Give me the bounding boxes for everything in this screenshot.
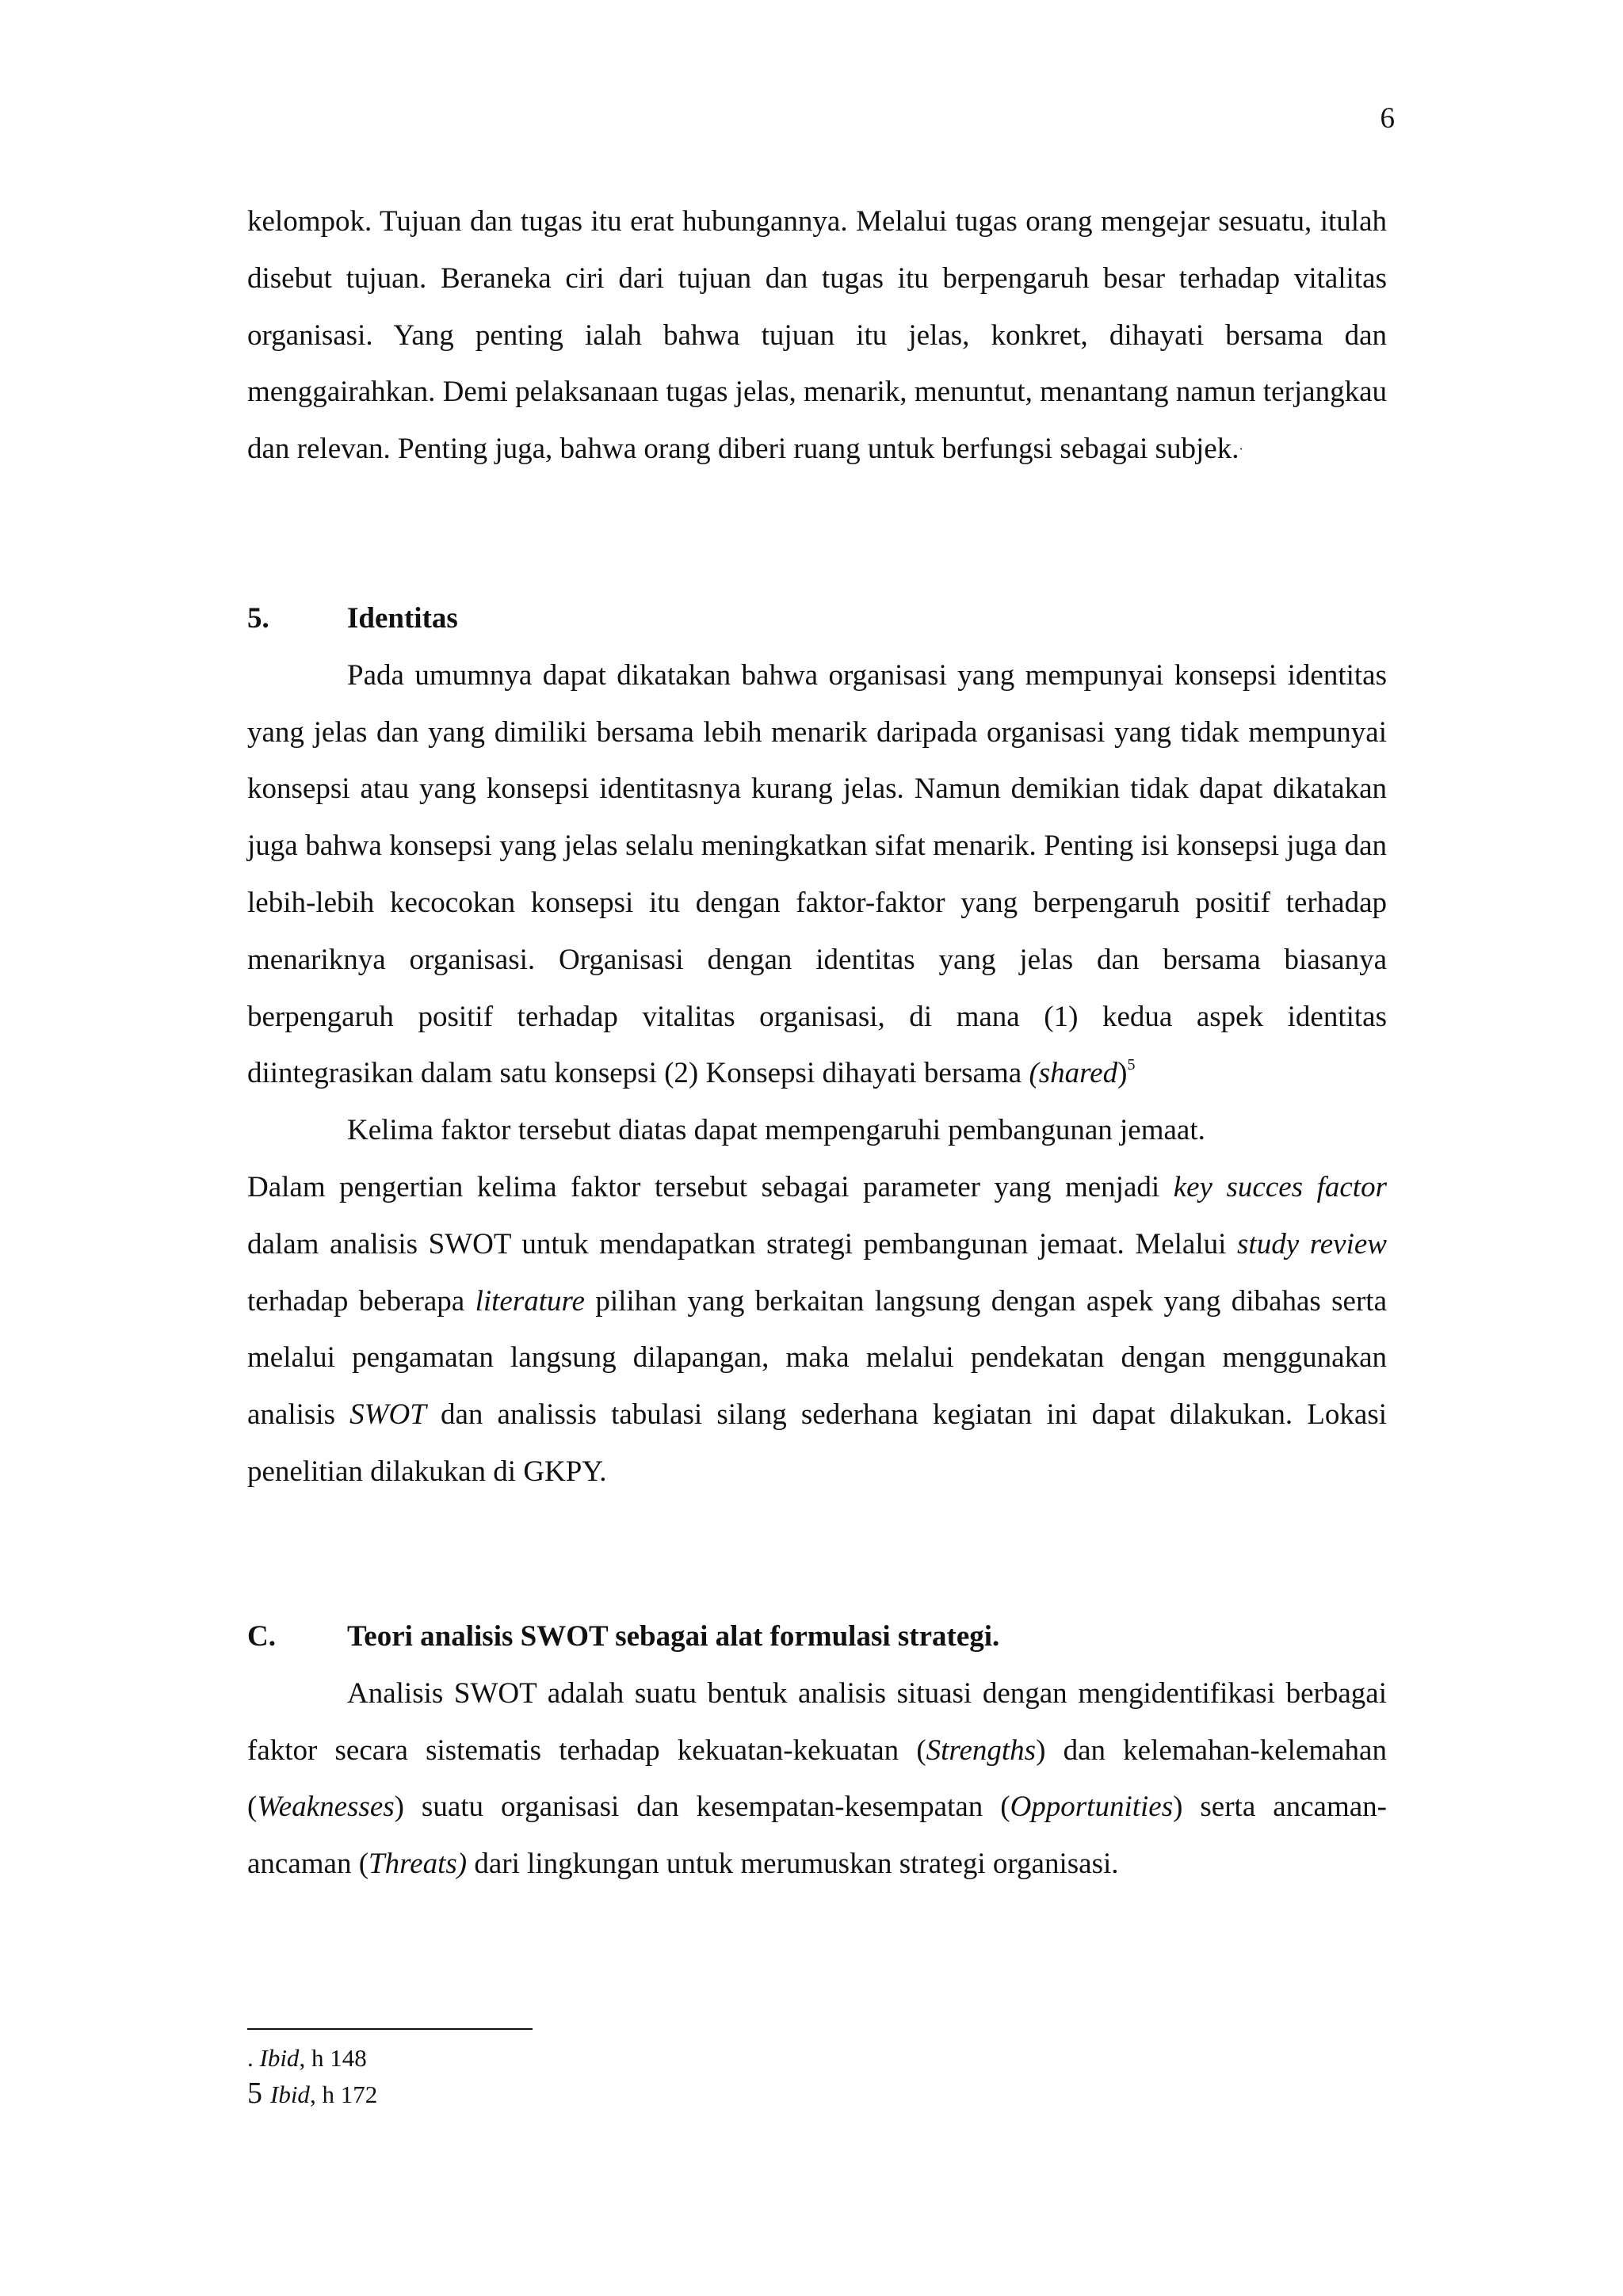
section-title: Identitas xyxy=(347,602,458,635)
swot-paragraph xyxy=(247,1665,1387,1893)
paragraph-continuation xyxy=(247,193,1387,479)
footnote-item xyxy=(247,2077,377,2111)
paragraph-text: kelompok. Tujuan dan tugas itu erat hubungannya. Melalui tugas orang mengejar sesuatu, itulah disebut tujuan. Beraneka ciri dari tujuan dan tugas itu berpengaruh besar terhadap vitalitas organisasi. Yang penting ialah bahwa tujuan itu jelas, konkret, dihayati bersama dan menggairahkan. Demi pelaksanaan tugas jelas, menarik, menuntut, menantang namun terjangkau dan relevan. Penting juga, bahwa orang diberi ruang untuk berfungsi sebagai subjek. xyxy=(247,205,1387,466)
section-heading xyxy=(247,1608,1387,1665)
paragraph-text: dan analissis tabulasi silang sederhana kegiatan ini dapat dilakukan. Lokasi penelitian dilakukan di GKPY. xyxy=(247,1398,1388,1488)
footnote-source: Ibid xyxy=(270,2081,310,2108)
italic-term: literature xyxy=(475,1284,585,1318)
paragraph-text: ) suatu organisasi dan kesempatan-kesempatan ( xyxy=(394,1791,1010,1824)
section-number: 5. xyxy=(247,602,269,635)
section-teori-swot xyxy=(247,1608,1387,1893)
paragraph-text: Kelima faktor tersebut diatas dapat mempengaruhi pembangunan jemaat. xyxy=(347,1114,1205,1147)
footnote-mark: . xyxy=(247,2044,254,2072)
footnote-divider xyxy=(247,2028,533,2030)
paragraph-text: pilihan yang berkaitan langsung dengan aspek yang dibahas serta melalui pengamatan langsung dilapangan, maka melalui pendekatan dengan menggunakan analisis xyxy=(247,1284,1387,1432)
paragraph-text: ) serta ancaman-ancaman ( xyxy=(247,1791,1387,1881)
footnote-item xyxy=(247,2042,367,2074)
italic-term: SWOT xyxy=(349,1398,426,1432)
paragraph-text: Dalam pengertian kelima faktor tersebut sebagai parameter yang menjadi xyxy=(247,1170,1174,1203)
footnote-mark: 5 xyxy=(247,2077,262,2110)
summary-paragraph xyxy=(247,1159,1387,1501)
italic-term: Strengths xyxy=(926,1733,1037,1767)
trailing-mark: · xyxy=(1239,443,1243,457)
footnote-page: , h 172 xyxy=(309,2081,378,2108)
italic-term: (shared xyxy=(1029,1057,1118,1090)
paragraph-text: dalam analisis SWOT untuk mendapatkan strategi pembangunan jemaat. Melalui xyxy=(247,1227,1238,1261)
summary-first-line xyxy=(247,1102,1387,1159)
paragraph-text: Analisis SWOT adalah suatu bentuk analisis situasi dengan mengidentifikasi berbagai faktor secara sistematis terhadap kekuatan-kekuatan ( xyxy=(247,1676,1387,1767)
paragraph-text: ) dan kelemahan-kelemahan ( xyxy=(247,1733,1387,1824)
paren: ) xyxy=(1117,1057,1128,1090)
italic-term: key succes factor xyxy=(1173,1170,1387,1203)
section-number: C. xyxy=(247,1620,276,1653)
page-number: 6 xyxy=(1380,102,1395,135)
section-title: Teori analisis SWOT sebagai alat formulasi strategi. xyxy=(347,1620,1000,1653)
footnote-page: , h 148 xyxy=(299,2044,367,2072)
section-identitas xyxy=(247,590,1387,1501)
identitas-paragraph xyxy=(247,647,1387,1102)
italic-term: Opportunities xyxy=(1010,1791,1174,1824)
italic-term: Threats) xyxy=(369,1848,468,1881)
section-heading xyxy=(247,590,1387,647)
paragraph-text: Pada umumnya dapat dikatakan bahwa organisasi yang mempunyai konsepsi identitas yang jelas dan yang dimiliki bersama lebih menarik daripada organisasi yang tidak mempunyai konsepsi atau yang konsepsi identitasnya kurang jelas. Namun demikian tidak dapat dikatakan juga bahwa konsepsi yang jelas selalu meningkatkan sifat menarik. Penting isi konsepsi juga dan lebih-lebih kecocokan konsepsi itu dengan faktor-faktor yang berpengaruh positif terhadap menariknya organisasi. Organisasi dengan identitas yang jelas dan bersama biasanya berpengaruh positif terhadap vitalitas organisasi, di mana (1) kedua aspek identitas diintegrasikan dalam satu konsepsi (2) Konsepsi dihayati bersama xyxy=(247,658,1387,1090)
paragraph-text: dari lingkungan untuk merumuskan strategi organisasi. xyxy=(467,1848,1119,1881)
footnote-ref: 5 xyxy=(1127,1056,1136,1074)
paragraph-text: terhadap beberapa xyxy=(247,1284,475,1318)
italic-term: Weaknesses xyxy=(257,1791,395,1824)
italic-term: study review xyxy=(1237,1227,1387,1261)
footnote-source: Ibid xyxy=(259,2044,300,2072)
